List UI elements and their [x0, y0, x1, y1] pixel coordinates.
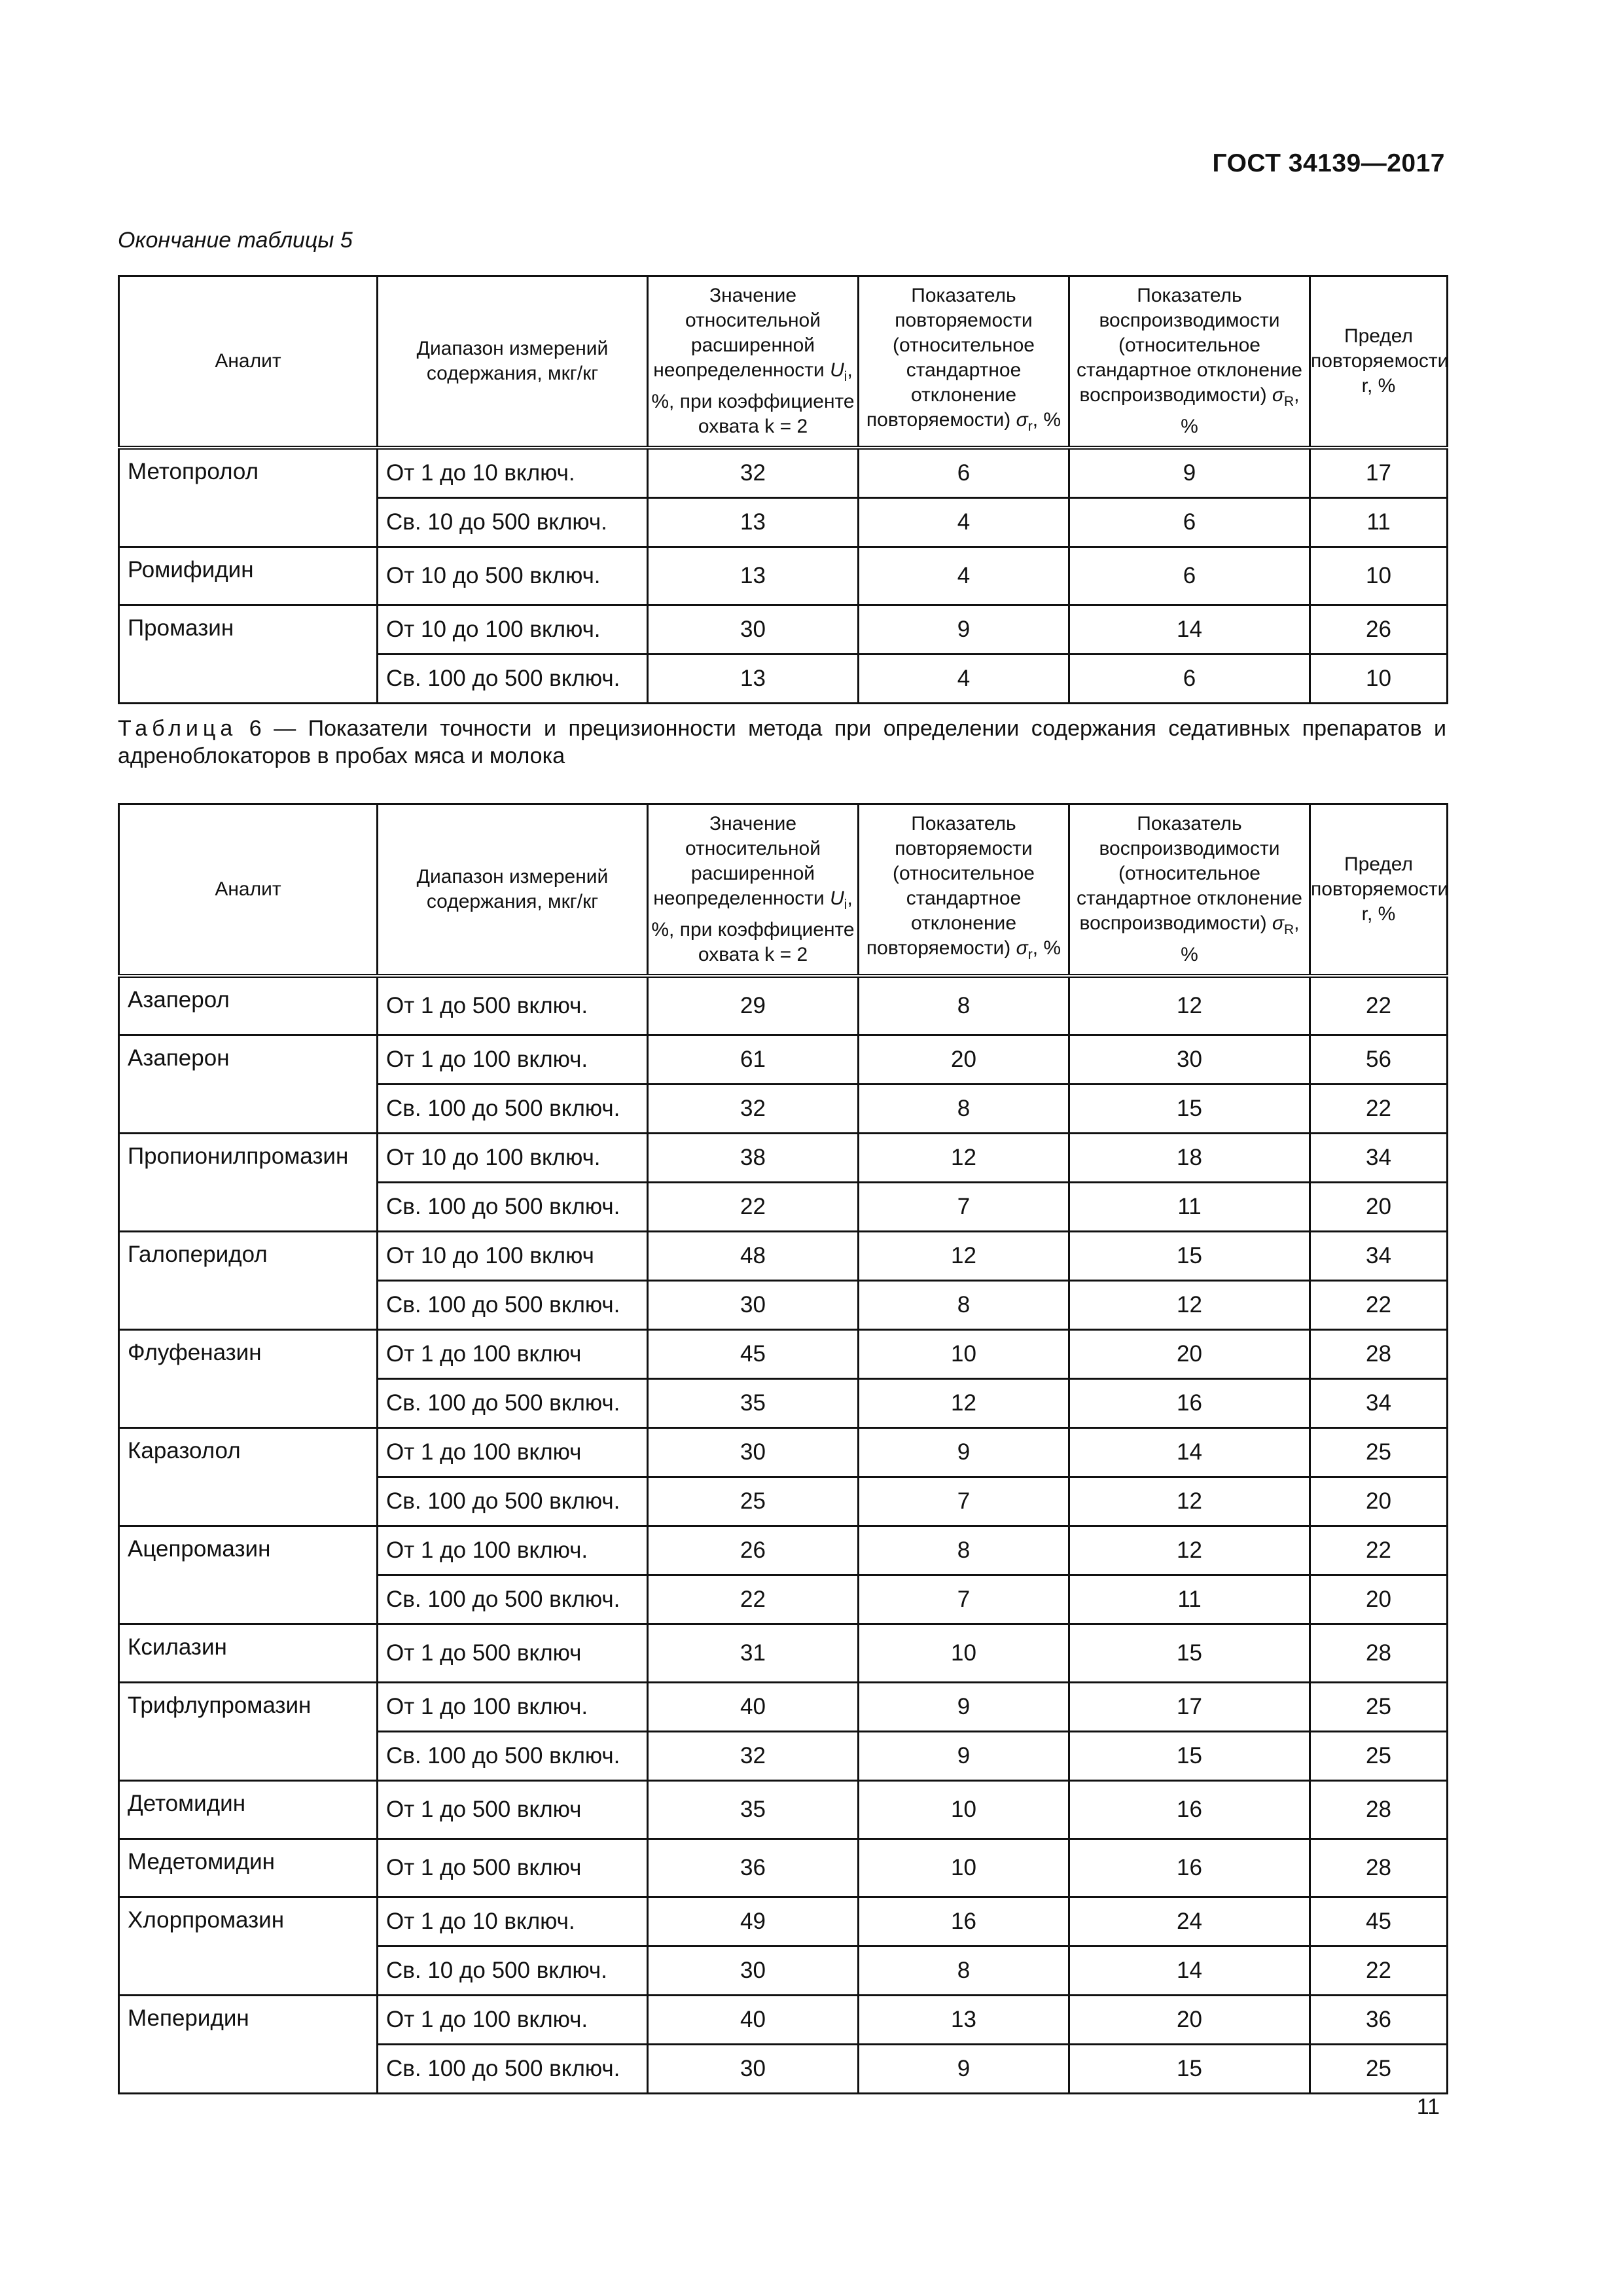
- reproducibility-cell: 12: [1069, 1281, 1310, 1330]
- range-cell: Св. 10 до 500 включ.: [378, 498, 648, 547]
- range-cell: От 1 до 100 включ.: [378, 1035, 648, 1085]
- limit-cell: 20: [1310, 1575, 1448, 1624]
- uncertainty-cell: 30: [648, 1946, 859, 1996]
- range-cell: Св. 10 до 500 включ.: [378, 1946, 648, 1996]
- table-row: [119, 1683, 1448, 1732]
- repeatability-cell: 8: [859, 976, 1069, 1035]
- table-row: [119, 1134, 1448, 1183]
- reproducibility-cell: 6: [1069, 498, 1310, 547]
- repeatability-cell: 8: [859, 1526, 1069, 1575]
- uncertainty-cell: 40: [648, 1996, 859, 2045]
- reproducibility-cell: 6: [1069, 547, 1310, 605]
- uncertainty-cell: 29: [648, 976, 859, 1035]
- repeatability-cell: 20: [859, 1035, 1069, 1085]
- reproducibility-cell: 11: [1069, 1575, 1310, 1624]
- limit-cell: 25: [1310, 1683, 1448, 1732]
- range-cell: От 1 до 500 включ: [378, 1781, 648, 1839]
- repeatability-cell: 10: [859, 1781, 1069, 1839]
- range-cell: От 1 до 500 включ: [378, 1624, 648, 1683]
- reproducibility-cell: 14: [1069, 1428, 1310, 1477]
- table-row: [119, 1428, 1448, 1477]
- header-analyte: Аналит: [119, 276, 378, 448]
- limit-cell: 25: [1310, 2045, 1448, 2094]
- analyte-cell: Метопролол: [119, 448, 378, 547]
- repeatability-cell: 9: [859, 1732, 1069, 1781]
- range-cell: Св. 100 до 500 включ.: [378, 1575, 648, 1624]
- analyte-cell: Азаперол: [119, 976, 378, 1035]
- limit-cell: 45: [1310, 1897, 1448, 1946]
- analyte-cell: Медетомидин: [119, 1839, 378, 1897]
- uncertainty-cell: 35: [648, 1379, 859, 1428]
- uncertainty-cell: 32: [648, 1732, 859, 1781]
- range-cell: От 1 до 10 включ.: [378, 1897, 648, 1946]
- uncertainty-cell: 31: [648, 1624, 859, 1683]
- uncertainty-cell: 22: [648, 1575, 859, 1624]
- table-row: [119, 448, 1448, 498]
- uncertainty-cell: 38: [648, 1134, 859, 1183]
- limit-cell: 34: [1310, 1134, 1448, 1183]
- reproducibility-cell: 18: [1069, 1134, 1310, 1183]
- repeatability-cell: 13: [859, 1996, 1069, 2045]
- header-limit: Предел повторяемости r, %: [1310, 276, 1448, 448]
- range-cell: От 1 до 10 включ.: [378, 448, 648, 498]
- repeatability-cell: 9: [859, 1683, 1069, 1732]
- reproducibility-cell: 12: [1069, 976, 1310, 1035]
- table-row: [119, 1996, 1448, 2045]
- limit-cell: 25: [1310, 1428, 1448, 1477]
- uncertainty-cell: 26: [648, 1526, 859, 1575]
- reproducibility-cell: 15: [1069, 1232, 1310, 1281]
- reproducibility-cell: 15: [1069, 1624, 1310, 1683]
- range-cell: Св. 100 до 500 включ.: [378, 1379, 648, 1428]
- reproducibility-cell: 24: [1069, 1897, 1310, 1946]
- reproducibility-cell: 16: [1069, 1781, 1310, 1839]
- reproducibility-cell: 16: [1069, 1839, 1310, 1897]
- header-range: Диапазон измерений содержания, мкг/кг: [378, 804, 648, 977]
- uncertainty-cell: 30: [648, 2045, 859, 2094]
- limit-cell: 26: [1310, 605, 1448, 655]
- repeatability-cell: 7: [859, 1575, 1069, 1624]
- analyte-cell: Промазин: [119, 605, 378, 704]
- repeatability-cell: 7: [859, 1183, 1069, 1232]
- limit-cell: 25: [1310, 1732, 1448, 1781]
- range-cell: Св. 100 до 500 включ.: [378, 1477, 648, 1526]
- analyte-cell: Ромифидин: [119, 547, 378, 605]
- header-uncertainty: Значение относительной расширенной неопределенности $U_i$, %, при коэффициенте охвата k = 2: [648, 804, 859, 977]
- table-row: [119, 605, 1448, 655]
- analyte-cell: Хлорпромазин: [119, 1897, 378, 1996]
- repeatability-cell: 7: [859, 1477, 1069, 1526]
- range-cell: От 10 до 500 включ.: [378, 547, 648, 605]
- limit-cell: 28: [1310, 1624, 1448, 1683]
- repeatability-cell: 16: [859, 1897, 1069, 1946]
- analyte-cell: Ацепромазин: [119, 1526, 378, 1624]
- table-row: [119, 1232, 1448, 1281]
- repeatability-cell: 4: [859, 655, 1069, 704]
- range-cell: От 1 до 100 включ: [378, 1330, 648, 1379]
- table5-caption: Окончание таблицы 5: [118, 228, 353, 253]
- uncertainty-cell: 36: [648, 1839, 859, 1897]
- limit-cell: 34: [1310, 1379, 1448, 1428]
- repeatability-cell: 9: [859, 1428, 1069, 1477]
- uncertainty-cell: 30: [648, 605, 859, 655]
- repeatability-cell: 12: [859, 1134, 1069, 1183]
- limit-cell: 28: [1310, 1781, 1448, 1839]
- analyte-cell: Каразолол: [119, 1428, 378, 1526]
- reproducibility-cell: 9: [1069, 448, 1310, 498]
- table6-body: [119, 976, 1448, 2094]
- reproducibility-cell: 12: [1069, 1477, 1310, 1526]
- header-reproducibility: Показатель воспроизводимости (относительное стандартное отклонение воспроизводимости) $\sigma_R$, %: [1069, 804, 1310, 977]
- range-cell: От 1 до 500 включ: [378, 1839, 648, 1897]
- uncertainty-cell: 25: [648, 1477, 859, 1526]
- page-number: 11: [1416, 2094, 1440, 2119]
- analyte-cell: Азаперон: [119, 1035, 378, 1134]
- table-row: [119, 1526, 1448, 1575]
- uncertainty-cell: 13: [648, 547, 859, 605]
- range-cell: Св. 100 до 500 включ.: [378, 1281, 648, 1330]
- repeatability-cell: 10: [859, 1839, 1069, 1897]
- limit-cell: 22: [1310, 1281, 1448, 1330]
- analyte-cell: Детомидин: [119, 1781, 378, 1839]
- repeatability-cell: 10: [859, 1624, 1069, 1683]
- range-cell: От 1 до 100 включ.: [378, 1683, 648, 1732]
- table-row: [119, 1897, 1448, 1946]
- reproducibility-cell: 20: [1069, 1330, 1310, 1379]
- table-row: [119, 1839, 1448, 1897]
- table-row: [119, 976, 1448, 1035]
- range-cell: От 1 до 100 включ.: [378, 1996, 648, 2045]
- limit-cell: 34: [1310, 1232, 1448, 1281]
- table-row: [119, 547, 1448, 605]
- reproducibility-cell: 12: [1069, 1526, 1310, 1575]
- table5-body: [119, 448, 1448, 704]
- limit-cell: 28: [1310, 1839, 1448, 1897]
- header-uncertainty: Значение относительной расширенной неопределенности $U_i$, %, при коэффициенте охвата k = 2: [648, 276, 859, 448]
- range-cell: От 1 до 100 включ.: [378, 1526, 648, 1575]
- header-analyte: Аналит: [119, 804, 378, 977]
- repeatability-cell: 8: [859, 1946, 1069, 1996]
- reproducibility-cell: 30: [1069, 1035, 1310, 1085]
- header-repeatability: Показатель повторяемости (относительное стандартное отклонение повторяемости) $\sigma_r$, %: [859, 276, 1069, 448]
- repeatability-cell: 8: [859, 1281, 1069, 1330]
- uncertainty-cell: 35: [648, 1781, 859, 1839]
- range-cell: Св. 100 до 500 включ.: [378, 1183, 648, 1232]
- repeatability-cell: 9: [859, 605, 1069, 655]
- header-repeatability: Показатель повторяемости (относительное стандартное отклонение повторяемости) $\sigma_r$, %: [859, 804, 1069, 977]
- repeatability-cell: 12: [859, 1379, 1069, 1428]
- reproducibility-cell: 14: [1069, 1946, 1310, 1996]
- limit-cell: 10: [1310, 655, 1448, 704]
- repeatability-cell: 4: [859, 547, 1069, 605]
- reproducibility-cell: 15: [1069, 1732, 1310, 1781]
- range-cell: Св. 100 до 500 включ.: [378, 1732, 648, 1781]
- analyte-cell: Меперидин: [119, 1996, 378, 2094]
- limit-cell: 17: [1310, 448, 1448, 498]
- table-row: [119, 1781, 1448, 1839]
- analyte-cell: Флуфеназин: [119, 1330, 378, 1428]
- repeatability-cell: 12: [859, 1232, 1069, 1281]
- limit-cell: 36: [1310, 1996, 1448, 2045]
- uncertainty-cell: 49: [648, 1897, 859, 1946]
- analyte-cell: Ксилазин: [119, 1624, 378, 1683]
- repeatability-cell: 9: [859, 2045, 1069, 2094]
- table-row: [119, 1035, 1448, 1085]
- reproducibility-cell: 17: [1069, 1683, 1310, 1732]
- uncertainty-cell: 13: [648, 655, 859, 704]
- repeatability-cell: 8: [859, 1085, 1069, 1134]
- limit-cell: 22: [1310, 1946, 1448, 1996]
- limit-cell: 10: [1310, 547, 1448, 605]
- reproducibility-cell: 15: [1069, 2045, 1310, 2094]
- analyte-cell: Пропионилпромазин: [119, 1134, 378, 1232]
- table6-caption: [118, 715, 1446, 770]
- limit-cell: 11: [1310, 498, 1448, 547]
- header-range: Диапазон измерений содержания, мкг/кг: [378, 276, 648, 448]
- analyte-cell: Галоперидол: [119, 1232, 378, 1330]
- table6: [118, 803, 1448, 2094]
- range-cell: Св. 100 до 500 включ.: [378, 655, 648, 704]
- repeatability-cell: 6: [859, 448, 1069, 498]
- reproducibility-cell: 20: [1069, 1996, 1310, 2045]
- table6-header-row: [119, 804, 1448, 977]
- repeatability-cell: 4: [859, 498, 1069, 547]
- uncertainty-cell: 40: [648, 1683, 859, 1732]
- limit-cell: 22: [1310, 1085, 1448, 1134]
- uncertainty-cell: 30: [648, 1281, 859, 1330]
- uncertainty-cell: 45: [648, 1330, 859, 1379]
- range-cell: От 10 до 100 включ.: [378, 1134, 648, 1183]
- reproducibility-cell: 15: [1069, 1085, 1310, 1134]
- table-row: [119, 1330, 1448, 1379]
- range-cell: От 10 до 100 включ.: [378, 605, 648, 655]
- table5-header-row: [119, 276, 1448, 448]
- uncertainty-cell: 30: [648, 1428, 859, 1477]
- limit-cell: 22: [1310, 976, 1448, 1035]
- uncertainty-cell: 13: [648, 498, 859, 547]
- reproducibility-cell: 11: [1069, 1183, 1310, 1232]
- uncertainty-cell: 32: [648, 1085, 859, 1134]
- analyte-cell: Трифлупромазин: [119, 1683, 378, 1781]
- header-reproducibility: Показатель воспроизводимости (относительное стандартное отклонение воспроизводимости) $\sigma_R$, %: [1069, 276, 1310, 448]
- limit-cell: 56: [1310, 1035, 1448, 1085]
- range-cell: Св. 100 до 500 включ.: [378, 1085, 648, 1134]
- limit-cell: 20: [1310, 1477, 1448, 1526]
- limit-cell: 22: [1310, 1526, 1448, 1575]
- document-code: ГОСТ 34139—2017: [1212, 149, 1445, 177]
- uncertainty-cell: 61: [648, 1035, 859, 1085]
- uncertainty-cell: 32: [648, 448, 859, 498]
- uncertainty-cell: 48: [648, 1232, 859, 1281]
- range-cell: От 1 до 500 включ.: [378, 976, 648, 1035]
- table5: [118, 275, 1448, 704]
- reproducibility-cell: 14: [1069, 605, 1310, 655]
- header-limit: Предел повторяемости r, %: [1310, 804, 1448, 977]
- range-cell: От 1 до 100 включ: [378, 1428, 648, 1477]
- table6-caption-label: Таблица: [118, 716, 238, 741]
- range-cell: Св. 100 до 500 включ.: [378, 2045, 648, 2094]
- repeatability-cell: 10: [859, 1330, 1069, 1379]
- limit-cell: 28: [1310, 1330, 1448, 1379]
- reproducibility-cell: 16: [1069, 1379, 1310, 1428]
- uncertainty-cell: 22: [648, 1183, 859, 1232]
- range-cell: От 10 до 100 включ: [378, 1232, 648, 1281]
- limit-cell: 20: [1310, 1183, 1448, 1232]
- reproducibility-cell: 6: [1069, 655, 1310, 704]
- table-row: [119, 1624, 1448, 1683]
- table6-caption-text: 6 — Показатели точности и прецизионности метода при определении содержания седативных препаратов и адреноблокаторов в пробах мяса и молока: [118, 716, 1446, 768]
